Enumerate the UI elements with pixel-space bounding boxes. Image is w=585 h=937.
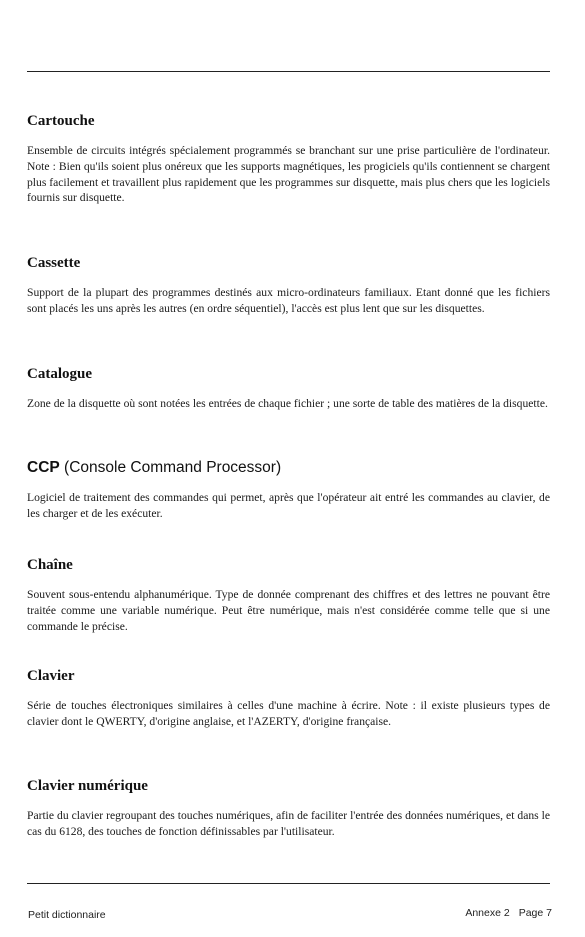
- entry-term: Cartouche: [27, 113, 95, 129]
- entry-definition: Partie du clavier regroupant des touches numériques, afin de faciliter l'entrée des données numériques, et dans le cas du 6128, des touches de fonction définissables par l'utilisateur.: [27, 809, 550, 838]
- entry-term: Catalogue: [27, 366, 92, 382]
- entry-chaine: [27, 556, 550, 634]
- footer-title: Petit dictionnaire: [28, 909, 106, 921]
- term-expansion: (Console Command Processor): [64, 459, 282, 476]
- entry-clavier-numerique: [27, 777, 550, 840]
- entry-term: Clavier: [27, 668, 75, 684]
- entry-definition: Série de touches électroniques similaires à celles d'une machine à écrire. Note : il existe plusieurs types de clavier dont le QWERTY, d'origine anglaise, et l'AZERTY, d'origine française.: [27, 699, 550, 728]
- entry-definition: Zone de la disquette où sont notées les entrées de chaque fichier ; une sorte de table des matières de la disquette.: [27, 397, 548, 410]
- page-label: Page 7: [518, 907, 552, 919]
- entry-ccp: [27, 459, 550, 522]
- page-number: [465, 907, 552, 919]
- entry-term: Clavier numérique: [27, 778, 148, 794]
- entry-term: Cassette: [27, 255, 81, 271]
- entry-definition: Ensemble de circuits intégrés spécialement programmés se branchant sur une prise particulière de l'ordinateur. Note : Bien qu'ils soient plus onéreux que les supports magnétiques, les progiciels qu'ils contiennent se chargent plus facilement et travaillent plus rapidement que les programmes sur disquette, mais plus chers que les logiciels fournis sur disquette.: [27, 144, 550, 205]
- annex-label: Annexe 2: [465, 907, 510, 919]
- entry-term: Chaîne: [27, 557, 73, 573]
- entry-definition: Support de la plupart des programmes destinés aux micro-ordinateurs familiaux. Etant donné que les fichiers sont placés les uns après les autres (en ordre séquentiel), l'accès est plus lent que sur les disquettes.: [27, 286, 550, 315]
- top-rule: [27, 71, 550, 72]
- bottom-rule: [27, 883, 550, 884]
- entry-clavier: [27, 667, 550, 730]
- entry-cartouche: [27, 112, 550, 206]
- entry-catalogue: [27, 365, 550, 412]
- entry-term: [27, 459, 550, 477]
- entry-definition: Souvent sous-entendu alphanumérique. Type de donnée comprenant des chiffres et des lettres ne pouvant être traitée comme une variable numérique. Peut être numérique, mais n'est considérée comme telle que si une commande le précise.: [27, 588, 550, 633]
- entry-cassette: [27, 254, 550, 317]
- term-abbreviation: CCP: [27, 459, 60, 476]
- entry-definition: Logiciel de traitement des commandes qui permet, après que l'opérateur ait entré les commandes au clavier, de les charger et de les exécuter.: [27, 491, 550, 520]
